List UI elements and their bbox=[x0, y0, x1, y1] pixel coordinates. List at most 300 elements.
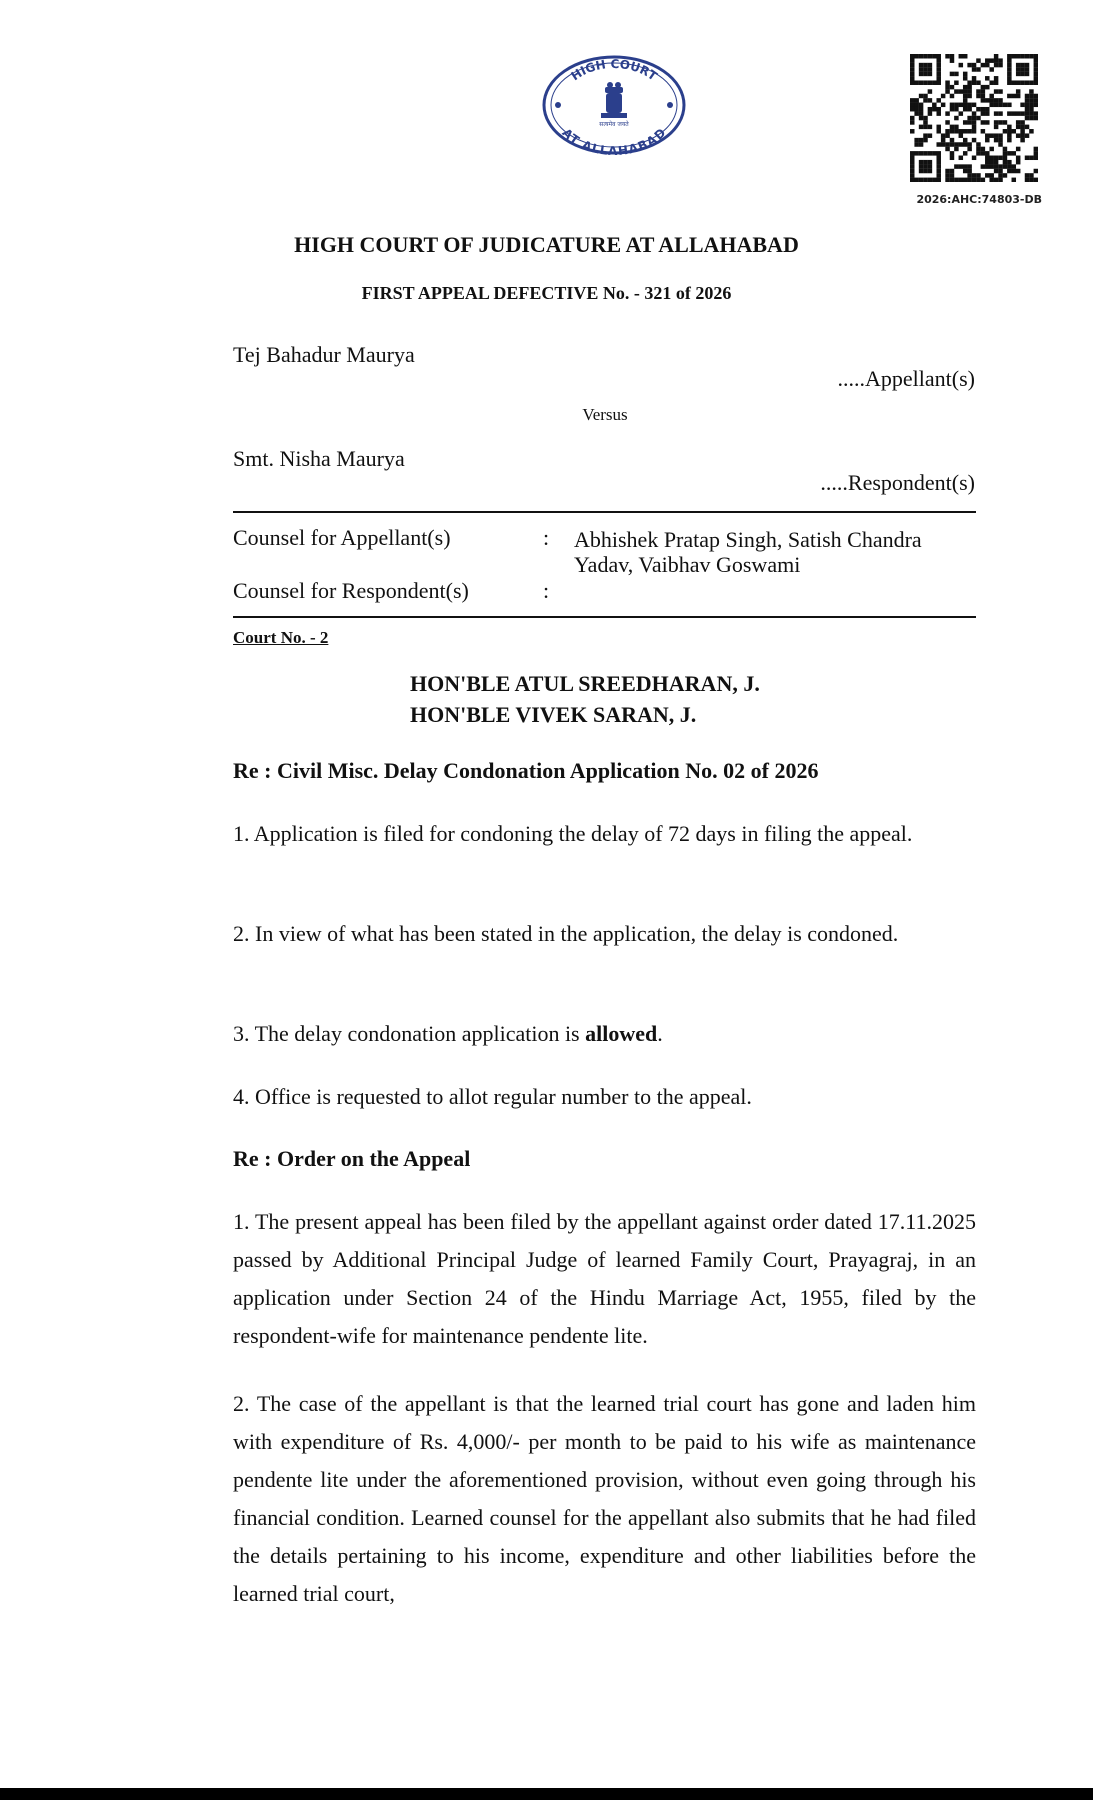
qr-module bbox=[950, 138, 955, 143]
qr-module bbox=[959, 142, 964, 147]
qr-module bbox=[950, 129, 955, 134]
qr-module bbox=[1025, 133, 1030, 138]
qr-module bbox=[967, 63, 972, 68]
qr-module bbox=[998, 63, 1003, 68]
seal-top-text: HIGH COURT bbox=[568, 56, 660, 84]
qr-module bbox=[1016, 111, 1021, 116]
qr-module bbox=[972, 63, 977, 68]
divider-bottom bbox=[233, 616, 976, 618]
qr-module bbox=[1034, 169, 1038, 174]
qr-module bbox=[963, 164, 968, 169]
qr-module bbox=[910, 58, 915, 63]
respondent-role: .....Respondent(s) bbox=[820, 470, 975, 495]
qr-module bbox=[981, 85, 986, 90]
qr-module bbox=[1020, 120, 1025, 125]
qr-module bbox=[976, 67, 981, 72]
qr-module bbox=[963, 169, 968, 174]
qr-module bbox=[1025, 178, 1030, 182]
qr-module bbox=[1007, 103, 1012, 108]
qr-module bbox=[1016, 125, 1021, 130]
qr-module bbox=[985, 111, 990, 116]
qr-module bbox=[1020, 138, 1025, 143]
qr-module bbox=[950, 103, 955, 108]
qr-module bbox=[1029, 178, 1034, 182]
qr-module bbox=[989, 80, 994, 85]
qr-module bbox=[928, 63, 933, 68]
qr-module bbox=[954, 164, 959, 169]
qr-module bbox=[928, 160, 933, 165]
qr-module bbox=[932, 54, 937, 59]
qr-module bbox=[981, 89, 986, 94]
qr-module bbox=[928, 178, 933, 182]
bench bbox=[410, 668, 760, 730]
qr-module bbox=[923, 80, 928, 85]
qr-module bbox=[919, 138, 924, 143]
qr-module bbox=[941, 133, 946, 138]
qr-module bbox=[1020, 72, 1025, 77]
qr-module bbox=[919, 103, 924, 108]
qr-module bbox=[919, 142, 924, 147]
qr-module bbox=[967, 129, 972, 134]
qr-module bbox=[985, 160, 990, 165]
qr-module bbox=[919, 72, 924, 77]
qr-module bbox=[972, 120, 977, 125]
qr-module bbox=[936, 178, 941, 182]
qr-module bbox=[919, 111, 924, 116]
qr-module bbox=[1029, 103, 1034, 108]
qr-module bbox=[972, 129, 977, 134]
qr-module bbox=[972, 80, 977, 85]
qr-module bbox=[989, 156, 994, 161]
qr-module bbox=[985, 58, 990, 63]
qr-module bbox=[941, 103, 946, 108]
qr-module bbox=[954, 147, 959, 152]
qr-module bbox=[963, 89, 968, 94]
qr-module bbox=[963, 138, 968, 143]
qr-module bbox=[1007, 94, 1012, 99]
qr-module bbox=[1034, 76, 1038, 81]
qr-module bbox=[985, 156, 990, 161]
qr-module bbox=[967, 116, 972, 121]
qr-module bbox=[989, 94, 994, 99]
qr-module bbox=[981, 164, 986, 169]
qr-module bbox=[998, 173, 1003, 178]
qr-module bbox=[1016, 156, 1021, 161]
qr-module bbox=[919, 63, 924, 68]
qr-module bbox=[950, 85, 955, 90]
qr-module bbox=[989, 178, 994, 182]
qr-module bbox=[1007, 72, 1012, 77]
qr-module bbox=[959, 63, 964, 68]
qr-module bbox=[954, 80, 959, 85]
qr-module bbox=[923, 133, 928, 138]
qr-module bbox=[1007, 63, 1012, 68]
seal-motto: सत्यमेव जयते bbox=[599, 121, 629, 128]
qr-module bbox=[914, 98, 919, 103]
qr-module bbox=[1025, 54, 1030, 59]
qr-module bbox=[972, 67, 977, 72]
emblem-icon bbox=[601, 82, 627, 118]
qr-module bbox=[936, 54, 941, 59]
qr-module bbox=[910, 116, 915, 121]
counsel-appellant-label: Counsel for Appellant(s) bbox=[233, 525, 451, 550]
qr-module bbox=[1003, 103, 1008, 108]
qr-module bbox=[936, 58, 941, 63]
qr-module bbox=[985, 120, 990, 125]
qr-module bbox=[985, 76, 990, 81]
qr-module bbox=[1034, 72, 1038, 77]
qr-module bbox=[941, 138, 946, 143]
qr-module bbox=[1016, 133, 1021, 138]
qr-code bbox=[910, 54, 1038, 182]
qr-module bbox=[1029, 107, 1034, 112]
qr-module bbox=[963, 151, 968, 156]
qr-module bbox=[1003, 151, 1008, 156]
judge-name: HON'BLE VIVEK SARAN, J. bbox=[410, 702, 697, 727]
qr-module bbox=[1029, 116, 1034, 121]
qr-module bbox=[923, 164, 928, 169]
qr-module bbox=[1025, 111, 1030, 116]
qr-module bbox=[954, 116, 959, 121]
qr-module bbox=[981, 129, 986, 134]
delay-p3-end: . bbox=[657, 1021, 663, 1046]
qr-module bbox=[994, 58, 999, 63]
delay-paragraph-4: 4. Office is requested to allot regular number to the appeal. bbox=[233, 1084, 752, 1109]
qr-module bbox=[928, 169, 933, 174]
qr-module bbox=[919, 125, 924, 130]
qr-module bbox=[950, 72, 955, 77]
qr-module bbox=[1007, 151, 1012, 156]
qr-module bbox=[936, 67, 941, 72]
delay-section-heading: Re : Civil Misc. Delay Condonation Application No. 02 of 2026 bbox=[233, 758, 819, 783]
qr-module bbox=[910, 72, 915, 77]
qr-module bbox=[936, 129, 941, 134]
qr-module bbox=[1034, 94, 1038, 99]
neutral-citation: 2026:AHC:74803-DB bbox=[916, 193, 1042, 206]
qr-module bbox=[928, 98, 933, 103]
qr-module bbox=[994, 164, 999, 169]
qr-module bbox=[994, 156, 999, 161]
qr-module bbox=[1020, 125, 1025, 130]
qr-module bbox=[1012, 129, 1017, 134]
seal-bottom-text: AT ALLAHABAD bbox=[559, 125, 669, 156]
qr-module bbox=[994, 63, 999, 68]
qr-module bbox=[1029, 173, 1034, 178]
qr-module bbox=[1029, 94, 1034, 99]
qr-module bbox=[1003, 160, 1008, 165]
counsel-respondent-label: Counsel for Respondent(s) bbox=[233, 578, 469, 603]
qr-module bbox=[967, 173, 972, 178]
qr-module bbox=[910, 169, 915, 174]
qr-module bbox=[976, 58, 981, 63]
qr-module bbox=[950, 178, 955, 182]
qr-module bbox=[963, 94, 968, 99]
qr-module bbox=[1003, 120, 1008, 125]
qr-module bbox=[945, 178, 950, 182]
qr-module bbox=[1016, 94, 1021, 99]
qr-module bbox=[1034, 98, 1038, 103]
qr-module bbox=[998, 111, 1003, 116]
qr-module bbox=[919, 178, 924, 182]
qr-module bbox=[989, 58, 994, 63]
qr-module bbox=[914, 103, 919, 108]
qr-module bbox=[959, 164, 964, 169]
qr-module bbox=[1029, 80, 1034, 85]
qr-module bbox=[945, 147, 950, 152]
qr-module bbox=[967, 142, 972, 147]
qr-module bbox=[936, 76, 941, 81]
qr-module bbox=[1034, 80, 1038, 85]
qr-module bbox=[981, 98, 986, 103]
qr-module bbox=[1029, 54, 1034, 59]
qr-module bbox=[994, 138, 999, 143]
qr-module bbox=[989, 133, 994, 138]
qr-module bbox=[963, 76, 968, 81]
qr-module bbox=[1016, 169, 1021, 174]
qr-module bbox=[1025, 125, 1030, 130]
qr-module bbox=[981, 151, 986, 156]
qr-module bbox=[976, 94, 981, 99]
qr-module bbox=[928, 72, 933, 77]
qr-module bbox=[945, 133, 950, 138]
qr-module bbox=[954, 89, 959, 94]
qr-module bbox=[950, 58, 955, 63]
qr-module bbox=[950, 142, 955, 147]
qr-module bbox=[1029, 89, 1034, 94]
qr-module bbox=[919, 107, 924, 112]
qr-module bbox=[1025, 107, 1030, 112]
qr-module bbox=[923, 160, 928, 165]
qr-module bbox=[910, 67, 915, 72]
qr-module bbox=[923, 54, 928, 59]
qr-module bbox=[976, 89, 981, 94]
qr-module bbox=[1012, 80, 1017, 85]
qr-module bbox=[1012, 94, 1017, 99]
qr-module bbox=[914, 151, 919, 156]
qr-module bbox=[923, 72, 928, 77]
qr-module bbox=[923, 151, 928, 156]
qr-module bbox=[967, 164, 972, 169]
counsel-respondent-colon: : bbox=[543, 578, 550, 603]
qr-module bbox=[972, 111, 977, 116]
qr-module bbox=[1025, 173, 1030, 178]
qr-module bbox=[976, 116, 981, 121]
qr-module bbox=[985, 138, 990, 143]
qr-module bbox=[985, 107, 990, 112]
qr-module bbox=[1034, 116, 1038, 121]
qr-module bbox=[1003, 129, 1008, 134]
qr-module bbox=[1012, 178, 1017, 182]
qr-module bbox=[1020, 80, 1025, 85]
delay-p3-text: 3. The delay condonation application is bbox=[233, 1021, 586, 1046]
qr-module bbox=[998, 133, 1003, 138]
qr-module bbox=[994, 80, 999, 85]
qr-module bbox=[945, 142, 950, 147]
qr-module bbox=[910, 107, 915, 112]
qr-module bbox=[959, 89, 964, 94]
qr-module bbox=[919, 169, 924, 174]
qr-module bbox=[963, 129, 968, 134]
qr-module bbox=[936, 169, 941, 174]
qr-module bbox=[959, 178, 964, 182]
qr-module bbox=[981, 111, 986, 116]
qr-module bbox=[963, 54, 968, 59]
qr-module bbox=[910, 151, 915, 156]
versus-label: Versus bbox=[582, 405, 628, 424]
qr-module bbox=[919, 160, 924, 165]
qr-module bbox=[923, 120, 928, 125]
qr-module bbox=[989, 160, 994, 165]
qr-module bbox=[919, 94, 924, 99]
qr-module bbox=[1025, 103, 1030, 108]
svg-text:AT ALLAHABAD bbox=[559, 126, 668, 156]
qr-module bbox=[945, 80, 950, 85]
qr-module bbox=[1012, 151, 1017, 156]
qr-module bbox=[1007, 54, 1012, 59]
qr-module bbox=[1025, 63, 1030, 68]
qr-module bbox=[910, 164, 915, 169]
qr-module bbox=[1007, 138, 1012, 143]
qr-module bbox=[945, 173, 950, 178]
qr-module bbox=[989, 98, 994, 103]
qr-module bbox=[959, 111, 964, 116]
qr-module bbox=[910, 103, 915, 108]
qr-module bbox=[989, 67, 994, 72]
qr-module bbox=[928, 67, 933, 72]
qr-module bbox=[923, 63, 928, 68]
qr-module bbox=[1034, 178, 1038, 182]
qr-module bbox=[994, 111, 999, 116]
qr-module bbox=[1034, 67, 1038, 72]
qr-module bbox=[985, 98, 990, 103]
qr-module bbox=[1020, 54, 1025, 59]
qr-module bbox=[1012, 111, 1017, 116]
qr-module bbox=[1020, 133, 1025, 138]
qr-module bbox=[1012, 54, 1017, 59]
qr-module bbox=[950, 169, 955, 174]
qr-module bbox=[1029, 129, 1034, 134]
qr-module bbox=[932, 103, 937, 108]
qr-module bbox=[936, 111, 941, 116]
qr-module bbox=[981, 94, 986, 99]
qr-module bbox=[1007, 169, 1012, 174]
qr-module bbox=[963, 142, 968, 147]
qr-module bbox=[1016, 120, 1021, 125]
qr-module bbox=[1025, 94, 1030, 99]
qr-module bbox=[945, 89, 950, 94]
qr-module bbox=[981, 107, 986, 112]
qr-module bbox=[936, 72, 941, 77]
qr-module bbox=[998, 142, 1003, 147]
qr-module bbox=[994, 120, 999, 125]
qr-module bbox=[1007, 133, 1012, 138]
qr-module bbox=[976, 151, 981, 156]
qr-module bbox=[928, 54, 933, 59]
qr-module bbox=[950, 151, 955, 156]
qr-module bbox=[914, 138, 919, 143]
qr-module bbox=[1020, 111, 1025, 116]
qr-module bbox=[994, 169, 999, 174]
qr-module bbox=[976, 80, 981, 85]
qr-module bbox=[1025, 98, 1030, 103]
qr-module bbox=[954, 178, 959, 182]
qr-module bbox=[910, 156, 915, 161]
qr-module bbox=[959, 103, 964, 108]
qr-module bbox=[1034, 156, 1038, 161]
qr-module bbox=[1034, 111, 1038, 116]
qr-module bbox=[954, 142, 959, 147]
qr-module bbox=[945, 54, 950, 59]
qr-module bbox=[1034, 151, 1038, 156]
qr-module bbox=[1007, 67, 1012, 72]
appeal-section-heading: Re : Order on the Appeal bbox=[233, 1146, 471, 1171]
qr-module bbox=[923, 67, 928, 72]
qr-module bbox=[1007, 129, 1012, 134]
qr-module bbox=[998, 58, 1003, 63]
qr-module bbox=[910, 160, 915, 165]
qr-module bbox=[1007, 76, 1012, 81]
qr-module bbox=[928, 151, 933, 156]
qr-module bbox=[945, 111, 950, 116]
qr-module bbox=[928, 164, 933, 169]
qr-module bbox=[1029, 156, 1034, 161]
qr-module bbox=[963, 98, 968, 103]
qr-module bbox=[989, 103, 994, 108]
appellant-role: .....Appellant(s) bbox=[837, 366, 975, 391]
qr-module bbox=[914, 80, 919, 85]
qr-module bbox=[919, 151, 924, 156]
qr-module bbox=[1007, 164, 1012, 169]
qr-module bbox=[945, 169, 950, 174]
qr-module bbox=[976, 107, 981, 112]
qr-module bbox=[950, 94, 955, 99]
qr-module bbox=[985, 133, 990, 138]
qr-module bbox=[910, 120, 915, 125]
qr-module bbox=[985, 164, 990, 169]
qr-module bbox=[1003, 173, 1008, 178]
qr-module bbox=[994, 98, 999, 103]
qr-module bbox=[928, 125, 933, 130]
qr-module bbox=[994, 103, 999, 108]
qr-module bbox=[959, 54, 964, 59]
qr-module bbox=[923, 98, 928, 103]
qr-module bbox=[994, 133, 999, 138]
qr-module bbox=[936, 156, 941, 161]
qr-module bbox=[963, 85, 968, 90]
qr-module bbox=[972, 103, 977, 108]
qr-module bbox=[928, 133, 933, 138]
case-number: FIRST APPEAL DEFECTIVE No. - 321 of 2026 bbox=[361, 283, 732, 303]
qr-module bbox=[1016, 54, 1021, 59]
qr-module bbox=[950, 54, 955, 59]
counsel-appellant-value: Abhishek Pratap Singh, Satish Chandra Yadav, Vaibhav Goswami bbox=[574, 527, 922, 577]
qr-module bbox=[932, 107, 937, 112]
qr-module bbox=[1029, 98, 1034, 103]
qr-module bbox=[1034, 54, 1038, 59]
qr-module bbox=[936, 98, 941, 103]
qr-module bbox=[967, 120, 972, 125]
qr-module bbox=[972, 76, 977, 81]
qr-module bbox=[945, 85, 950, 90]
qr-module bbox=[1025, 156, 1030, 161]
qr-module bbox=[985, 85, 990, 90]
qr-module bbox=[928, 80, 933, 85]
qr-module bbox=[972, 138, 977, 143]
qr-module bbox=[923, 138, 928, 143]
qr-module bbox=[967, 103, 972, 108]
court-number: Court No. - 2 bbox=[233, 628, 329, 647]
qr-module bbox=[1025, 116, 1030, 121]
